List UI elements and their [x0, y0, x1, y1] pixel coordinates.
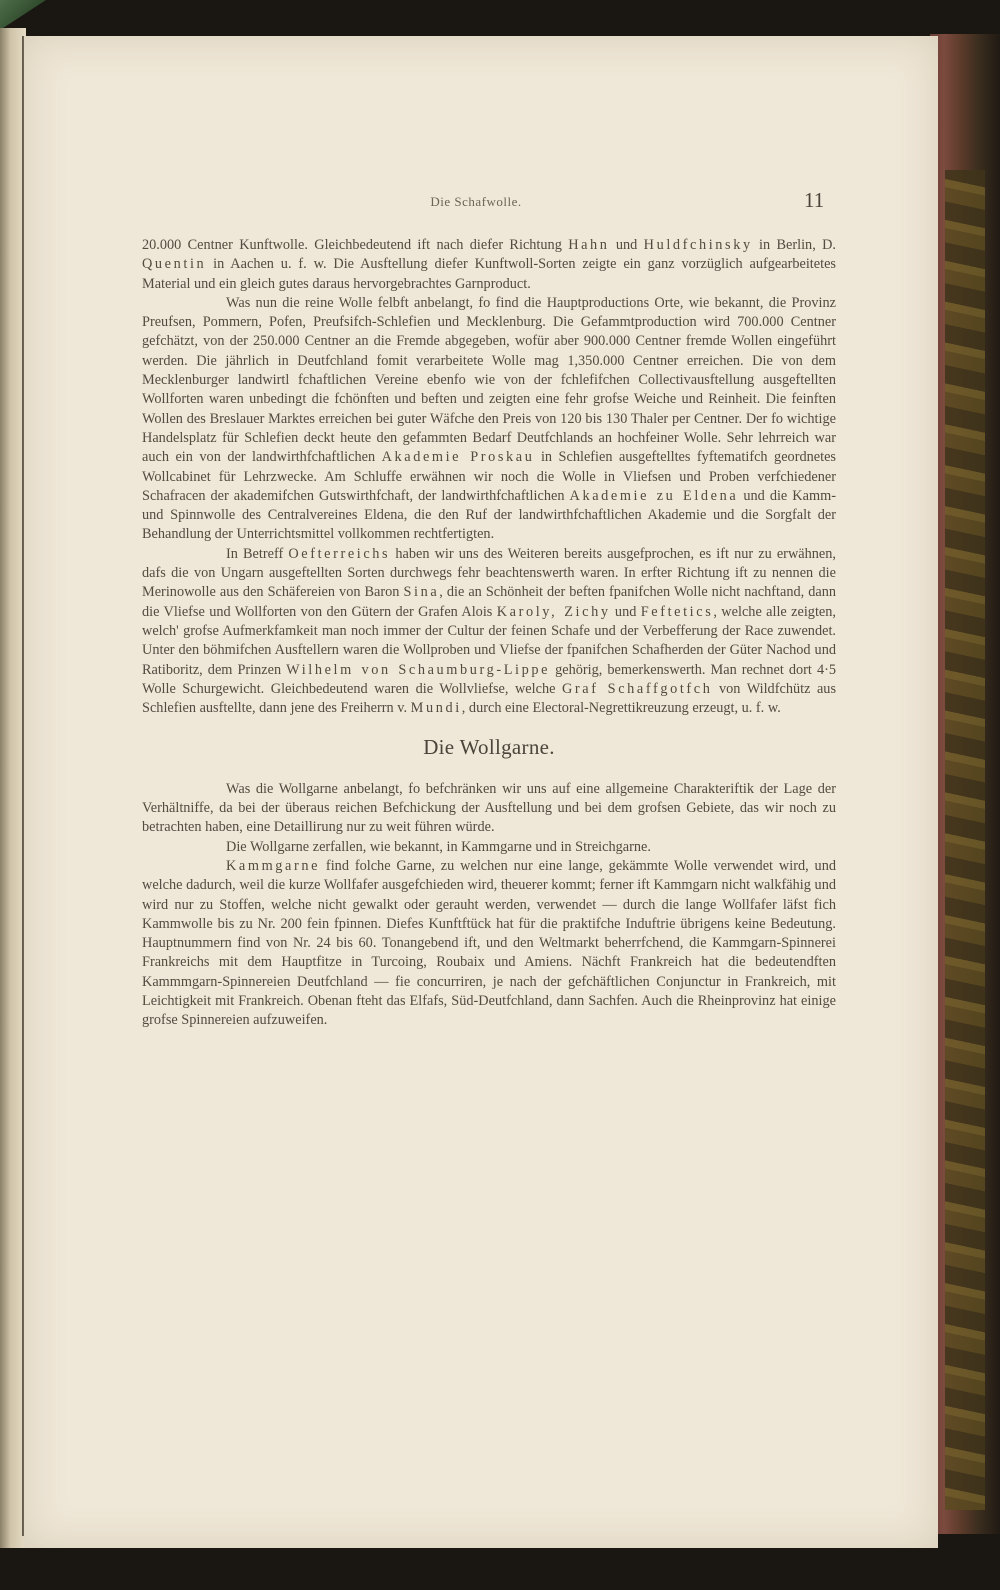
- text-run: find folche Garne, zu welchen nur eine lange, gekämmte Wolle verwendet wird, und welche dadurch, weil die kurze Wollfafer ausgefchieden wird, theuerer kommt; ferner ift Kammgarn nicht walkfähig und wird nur zu Stoffen, welche nicht gewalkt oder gerauht werden, verwendet — durch die lange Wollfafer läfst fich Kammwolle bis zu Nr. 200 fein fpinnen. Diefes Kunftftück hat für die praktifche Induftrie übrigens keine Bedeutung. Hauptnummern find von Nr. 24 bis 60. Tonangebend ift, und den Weltmarkt beherrfchend, die Kammgarn-Spinnerei Frankreichs mit dem Hauptfitze in Turcoing, Roubaix und Amiens. Nächft Frankreich hat die bedeutendften Kammmgarn-Spinnereien Deutfchland — fie concurriren, je nach der gefchäftlichen Conjunctur in Frankreich, mit Leichtigkeit mit Frankreich. Obenan fteht das Elfafs, Süd-Deutfchland, dann Sachfen. Auch die Rheinprovinz hat einige grofse Spinnereien aufzuweifen.: [142, 857, 836, 1029]
- spaced-name: Kammgarne: [226, 857, 321, 874]
- spaced-name: Akademie zu Eldena: [569, 487, 739, 504]
- spaced-name: Hahn: [568, 237, 610, 253]
- spaced-name: Karoly, Zichy: [496, 603, 611, 620]
- running-head: Die Schafwolle.: [430, 194, 522, 209]
- spaced-name: Graf Schaffgotfch: [561, 680, 713, 697]
- text-run: 20.000 Centner Kunftwolle. Gleichbedeutend ift nach diefer Richtung: [142, 237, 569, 253]
- text-run: und die Kamm- und Spinnwolle des Centralvereines Eldena, die den Ruf der landwirthfchaftlichen Akademie und die Sorgfalt der Behandlung der Unterrichtsmittel vollkommen rechtfertigten.: [142, 487, 836, 543]
- text-run: , durch eine Electoral-Negrettikreuzung erzeugt, u. f. w.: [461, 700, 781, 717]
- text-run: Die Wollgarne zerfallen, wie bekannt, in Kammgarne und in Streichgarne.: [226, 838, 651, 855]
- spaced-name: Feftetics: [640, 603, 714, 620]
- cover-marbling: [945, 170, 985, 1510]
- spaced-name: Sina: [403, 584, 440, 601]
- spaced-name: Huldfchinsky: [643, 237, 753, 253]
- text-run: gehörig, bemerkenswerth. Man rechnet dort 4·5 Wolle Schurgewicht. Gleichbedeutend waren die Wollvliefse, welche: [142, 661, 836, 697]
- spaced-name: Akademie Proskau: [381, 449, 535, 466]
- book-corner: [0, 0, 46, 30]
- text-run: haben wir uns des Weiteren bereits ausgefprochen, es ift nur zu erwähnen, dafs die von Ungarn ausgeftellten Sorten durchwegs fehr beachtenswerth waren. In erfter Richtung ift zu nennen die Merinowolle aus den Schäfereien von Baron: [142, 545, 836, 601]
- spaced-name: Oefterreichs: [288, 545, 391, 562]
- text-run: in Berlin, D.: [752, 237, 837, 253]
- text-run: , welche alle zeigten, welch' grofse Aufmerkfamkeit man noch immer der Cultur der feinen Schafe und der Verbefferung der Race zuwendet. Unter den böhmifchen Ausftellern waren die Wollproben und Vliefse der fpanifchen Schafherden der Güter Nachod und Ratiboritz, dem Prinzen: [142, 603, 836, 678]
- text-run: und: [609, 237, 644, 253]
- paragraph: [142, 857, 836, 1031]
- paragraph: [142, 294, 836, 545]
- text-run: In Betreff: [226, 545, 289, 562]
- text-run: , die an Schönheit der beften fpanifchen Wolle nicht nachftand, dann die Vliefse und Wollforten von den Gütern der Grafen Alois: [142, 584, 837, 620]
- section-heading: Die Wollgarne.: [423, 735, 555, 760]
- text-run: in Aachen u. f. w. Die Ausftellung diefer Kunftwoll-Sorten zeigte ein ganz vorzüglich aufgearbeitetes Material und ein gleich gutes daraus hervorgebrachtes Garnproduct.: [142, 256, 836, 292]
- spaced-name: Wilhelm von Schaumburg-Lippe: [286, 661, 551, 678]
- paragraph: [142, 545, 836, 719]
- spaced-name: Quentin: [142, 256, 207, 273]
- spaced-name: Mundi: [410, 700, 462, 717]
- text-run: in Schlefien ausgeftelltes fyftematifch geordnetes Wollcabinet für Lehrzwecke. Am Schluffe erwähnen wir noch die Wolle in Vliefsen und Proben verfchiedener Schafracen der akademifchen Gutswirthfchaft, der landwirthfchaftlichen: [142, 449, 836, 504]
- book-page: [24, 36, 938, 1548]
- page-number: 11: [804, 188, 825, 212]
- text-run: und: [610, 603, 641, 620]
- paragraph: [142, 780, 836, 838]
- text-run: Was die Wollgarne anbelangt, fo befchränken wir uns auf eine allgemeine Charakteriftik der Lage der Verhältniffe, da bei der überaus reichen Befchickung der Ausftellung und bei dem grofsen Gebiete, das wir noch zu betrachten haben, eine Detaillirung nur zu weit führen würde.: [142, 780, 836, 836]
- text-run: von Wildfchütz aus Schlefien ausftellte, dann jene des Freiherrn v.: [142, 680, 837, 717]
- paragraph: [142, 236, 836, 294]
- body-text: [142, 236, 836, 1031]
- paragraph: [142, 838, 836, 857]
- text-run: Was nun die reine Wolle felbft anbelangt, fo find die Hauptproductions Orte, wie bekannt, die Provinz Preufsen, Pommern, Pofen, Preufsifch-Schlefien und Mecklenburg. Die Gefammtproduction wird 700.000 Centner gefchätzt, von der 250.000 Centner an die Fremde abgegeben, wofür aber 900.000 Centner fremde Wollen eingeführt werden. Die jährlich in Deutfchland fomit verarbeitete Wolle mag 1,350.000 Centner erreichen. Die von dem Mecklenburger landwirtl fchaftlichen Vereine ebenfo wie von der fchlefifchen Collectivausftellung ausgeftellten Wollforten waren unbedingt die fchönften und beften und zeigten eine fehr grofse Weiche und Reinheit. Die feinften Wollen des Breslauer Marktes erreichen bei guter Wäfche den Preis von 120 bis 130 Thaler per Centner. Der fo wichtige Handelsplatz für Schlefien deckt heute den gefammten Bedarf Deutfchlands an hochfeiner Wolle. Sehr lehrreich war auch ein von der landwirthfchaftlichen: [142, 294, 836, 466]
